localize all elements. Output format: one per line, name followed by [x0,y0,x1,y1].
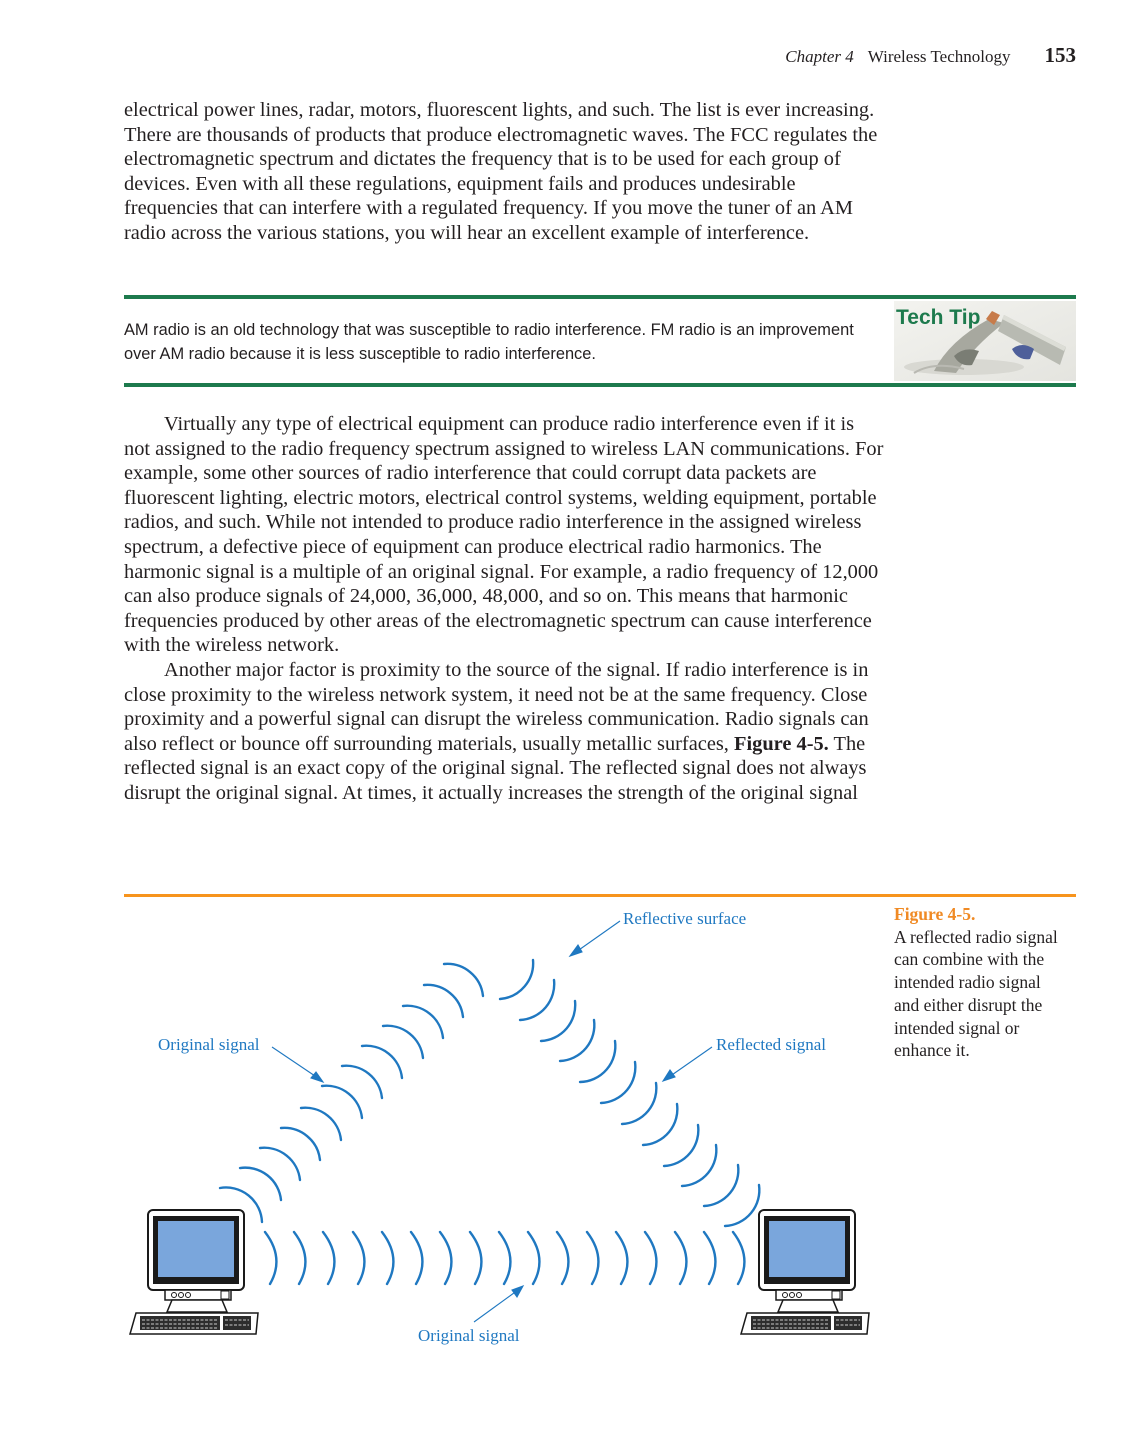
figure-reference: Figure 4-5. [734,732,829,755]
left-computer-icon [130,1210,258,1334]
paragraph-interference-sources: Virtually any type of electrical equipment can produce radio interference even if it is not assigned to the radio frequency spectrum assigned to wireless LAN communications. For example, some other sources of radio interference that could corrupt data packets are fluorescent lighting, electric motors, electrical control systems, welding equipment, portable radios, and such. While not intended to produce radio interference in the assigned wireless spectrum, a defective piece of equipment can produce electrical radio harmonics. The harmonic signal is a multiple of an original signal. For example, a radio frequency of 12,000 can also produce signals of 24,000, 36,000, 48,000, and so on. This means that harmonic frequencies produced by other areas of the electromagnetic spectrum can cause interference with the wireless network. [124,413,884,657]
right-computer-icon [741,1210,869,1334]
tech-tip-label: Tech Tip [896,306,981,329]
label-original-signal-direct: Original signal [418,1326,520,1345]
label-original-signal-diagonal: Original signal [158,1035,260,1054]
original-signal-direct-arcs [265,1232,744,1284]
tech-tip-text: AM radio is an old technology that was susceptible to radio interference. FM radio is an improvement over AM radio because it is less susceptible to radio interference. [124,321,854,363]
intro-paragraph: electrical power lines, radar, motors, fluorescent lights, and such. The list is ever increasing. There are thousands of products that produce electromagnetic waves. The FCC regulates the electromagnetic spectrum and dictates the frequency that is to be used for each group of devices. Even with all these regulations, equipment fails and produces undesirable frequencies that can interfere with a regulated frequency. If you move the tuner of an AM radio across the various stations, you will hear an excellent example of interference. [124,99,878,244]
original-signal-diagonal-arcs [220,964,483,1222]
label-reflected-signal: Reflected signal [716,1035,826,1054]
paragraph-proximity: Another major factor is proximity to the source of the signal. If radio interference is in close proximity to the wireless network system, it need not be at the same frequency. Close proximity and a powerful signal can disrupt the wireless communication. Radio signals can also reflect or bounce off surrounding materials, usually metallic surfaces, Figure 4-5. The reflected signal is an exact copy of the original signal. The reflected signal does not always disrupt the original signal. At times, it actually increases the strength of the original signal [124,658,869,804]
figure-number: Figure 4-5. [894,904,976,924]
label-reflective-surface: Reflective surface [623,909,747,928]
signal-arcs [220,960,759,1284]
figure-caption-text: A reflected radio signal can combine with the intended radio signal and either disrupt the intended signal or enhance it. [894,926,1058,1061]
chapter-title: Wireless Technology [867,47,1011,66]
leader-arrows [272,921,712,1322]
reflected-signal-diagonal-arcs [500,960,759,1226]
chapter-label: Chapter 4 [785,47,854,66]
page-number: 153 [1044,43,1076,67]
